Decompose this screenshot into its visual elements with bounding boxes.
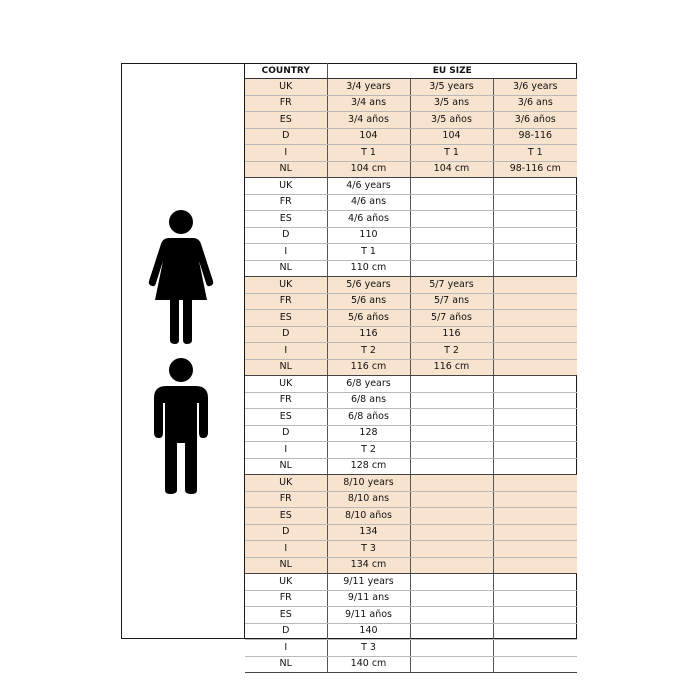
size-cell xyxy=(493,656,577,673)
size-cell: 9/11 years xyxy=(327,574,410,591)
table-row xyxy=(245,277,577,294)
table-row xyxy=(245,442,577,459)
size-cell xyxy=(493,541,577,558)
country-cell: D xyxy=(245,524,327,541)
size-cell xyxy=(410,178,493,195)
size-cell xyxy=(493,310,577,327)
country-cell: FR xyxy=(245,491,327,508)
size-cell: T 2 xyxy=(410,343,493,360)
size-cell xyxy=(410,574,493,591)
size-cell: 128 xyxy=(327,425,410,442)
size-cell xyxy=(493,458,577,475)
size-cell xyxy=(410,475,493,492)
size-cell xyxy=(493,425,577,442)
table-row xyxy=(245,227,577,244)
size-cell: 5/6 years xyxy=(327,277,410,294)
size-cell xyxy=(410,458,493,475)
country-cell: ES xyxy=(245,508,327,525)
size-cell xyxy=(410,656,493,673)
size-cell xyxy=(410,194,493,211)
table-row xyxy=(245,128,577,145)
size-cell xyxy=(493,409,577,426)
size-cell xyxy=(493,227,577,244)
size-cell xyxy=(410,623,493,640)
size-cell xyxy=(493,475,577,492)
size-cell: 110 cm xyxy=(327,260,410,277)
country-cell: I xyxy=(245,145,327,162)
size-cell xyxy=(493,640,577,657)
table-row xyxy=(245,656,577,673)
size-cell: 8/10 years xyxy=(327,475,410,492)
size-cell: 3/4 años xyxy=(327,112,410,129)
figures-panel xyxy=(121,63,245,639)
table-row xyxy=(245,211,577,228)
country-cell: ES xyxy=(245,310,327,327)
woman-figure-icon xyxy=(149,210,213,344)
size-cell xyxy=(493,524,577,541)
size-cell: 8/10 ans xyxy=(327,491,410,508)
table-row xyxy=(245,95,577,112)
size-cell xyxy=(410,376,493,393)
size-table xyxy=(245,63,577,673)
size-cell xyxy=(493,343,577,360)
table-row xyxy=(245,392,577,409)
country-cell: UK xyxy=(245,79,327,96)
size-cell xyxy=(410,508,493,525)
country-cell: ES xyxy=(245,409,327,426)
size-cell xyxy=(493,574,577,591)
size-table-body xyxy=(245,79,577,673)
size-cell xyxy=(493,211,577,228)
country-cell: NL xyxy=(245,359,327,376)
size-cell: 5/6 ans xyxy=(327,293,410,310)
country-cell: FR xyxy=(245,95,327,112)
table-row xyxy=(245,178,577,195)
country-cell: UK xyxy=(245,277,327,294)
size-cell: 128 cm xyxy=(327,458,410,475)
table-row xyxy=(245,541,577,558)
size-cell: T 1 xyxy=(410,145,493,162)
size-cell xyxy=(493,491,577,508)
country-cell: FR xyxy=(245,194,327,211)
size-cell: 3/5 ans xyxy=(410,95,493,112)
size-cell: T 1 xyxy=(327,145,410,162)
country-cell: ES xyxy=(245,607,327,624)
country-cell: ES xyxy=(245,211,327,228)
table-row xyxy=(245,491,577,508)
table-row xyxy=(245,574,577,591)
size-cell: T 2 xyxy=(327,343,410,360)
table-row xyxy=(245,524,577,541)
country-cell: FR xyxy=(245,590,327,607)
size-cell: 4/6 years xyxy=(327,178,410,195)
size-cell xyxy=(493,293,577,310)
country-cell: FR xyxy=(245,293,327,310)
size-cell xyxy=(410,590,493,607)
country-cell: NL xyxy=(245,656,327,673)
table-row xyxy=(245,260,577,277)
size-cell xyxy=(493,392,577,409)
size-cell: 5/6 años xyxy=(327,310,410,327)
country-cell: D xyxy=(245,425,327,442)
size-cell: 134 xyxy=(327,524,410,541)
table-row xyxy=(245,310,577,327)
country-cell: UK xyxy=(245,376,327,393)
table-row xyxy=(245,79,577,96)
table-row xyxy=(245,359,577,376)
country-cell: D xyxy=(245,623,327,640)
size-cell: 104 xyxy=(410,128,493,145)
size-cell xyxy=(493,442,577,459)
table-row xyxy=(245,343,577,360)
table-row xyxy=(245,590,577,607)
country-header: COUNTRY xyxy=(245,63,327,79)
size-cell xyxy=(410,392,493,409)
size-cell: 3/5 years xyxy=(410,79,493,96)
table-row xyxy=(245,607,577,624)
size-cell xyxy=(410,211,493,228)
country-cell: I xyxy=(245,244,327,261)
table-row xyxy=(245,640,577,657)
size-cell: 6/8 years xyxy=(327,376,410,393)
size-cell xyxy=(493,557,577,574)
size-cell xyxy=(410,409,493,426)
size-cell xyxy=(493,623,577,640)
country-cell: NL xyxy=(245,458,327,475)
size-cell: 4/6 ans xyxy=(327,194,410,211)
size-cell: 6/8 años xyxy=(327,409,410,426)
table-row xyxy=(245,623,577,640)
size-cell: 104 cm xyxy=(410,161,493,178)
table-row xyxy=(245,425,577,442)
country-cell: UK xyxy=(245,475,327,492)
size-cell: 140 cm xyxy=(327,656,410,673)
size-cell: 98-116 xyxy=(493,128,577,145)
size-cell: 104 xyxy=(327,128,410,145)
table-row xyxy=(245,145,577,162)
country-cell: UK xyxy=(245,178,327,195)
country-cell: FR xyxy=(245,392,327,409)
size-cell: 110 xyxy=(327,227,410,244)
country-cell: I xyxy=(245,343,327,360)
table-row xyxy=(245,409,577,426)
table-row xyxy=(245,475,577,492)
size-cell: 116 xyxy=(410,326,493,343)
size-cell: 3/4 years xyxy=(327,79,410,96)
size-cell: 6/8 ans xyxy=(327,392,410,409)
size-cell xyxy=(410,260,493,277)
country-cell: I xyxy=(245,640,327,657)
size-cell: 140 xyxy=(327,623,410,640)
country-cell: NL xyxy=(245,161,327,178)
size-cell xyxy=(493,376,577,393)
size-cell: T 2 xyxy=(327,442,410,459)
country-cell: ES xyxy=(245,112,327,129)
size-cell xyxy=(410,541,493,558)
size-cell: 98-116 cm xyxy=(493,161,577,178)
man-figure-icon xyxy=(154,358,208,494)
country-cell: D xyxy=(245,326,327,343)
country-cell: NL xyxy=(245,260,327,277)
size-cell: 5/7 years xyxy=(410,277,493,294)
size-cell xyxy=(410,442,493,459)
size-cell xyxy=(493,244,577,261)
table-row xyxy=(245,194,577,211)
size-cell: 9/11 ans xyxy=(327,590,410,607)
country-cell: D xyxy=(245,227,327,244)
country-cell: NL xyxy=(245,557,327,574)
table-row xyxy=(245,326,577,343)
eu-size-header: EU SIZE xyxy=(327,63,577,79)
size-cell: 116 cm xyxy=(327,359,410,376)
size-cell: 3/6 years xyxy=(493,79,577,96)
size-cell: 116 cm xyxy=(410,359,493,376)
size-cell: 134 cm xyxy=(327,557,410,574)
size-cell xyxy=(410,524,493,541)
size-cell: 9/11 años xyxy=(327,607,410,624)
size-cell: T 1 xyxy=(493,145,577,162)
size-cell xyxy=(493,590,577,607)
size-cell xyxy=(410,557,493,574)
size-cell xyxy=(493,607,577,624)
size-cell: 4/6 años xyxy=(327,211,410,228)
size-cell: T 3 xyxy=(327,640,410,657)
size-cell: T 3 xyxy=(327,541,410,558)
table-row xyxy=(245,293,577,310)
size-cell xyxy=(493,260,577,277)
size-cell: 116 xyxy=(327,326,410,343)
size-cell: T 1 xyxy=(327,244,410,261)
size-cell xyxy=(493,194,577,211)
country-cell: I xyxy=(245,442,327,459)
size-cell xyxy=(493,326,577,343)
size-cell xyxy=(493,359,577,376)
size-cell: 3/6 años xyxy=(493,112,577,129)
size-cell xyxy=(410,244,493,261)
table-header-row xyxy=(245,63,577,79)
size-cell: 104 cm xyxy=(327,161,410,178)
size-cell: 5/7 años xyxy=(410,310,493,327)
size-cell xyxy=(410,491,493,508)
size-cell: 8/10 años xyxy=(327,508,410,525)
table-row xyxy=(245,376,577,393)
size-cell xyxy=(493,508,577,525)
size-cell: 5/7 ans xyxy=(410,293,493,310)
table-row xyxy=(245,508,577,525)
table-row xyxy=(245,557,577,574)
size-cell: 3/6 ans xyxy=(493,95,577,112)
table-row xyxy=(245,458,577,475)
table-row xyxy=(245,244,577,261)
size-cell xyxy=(493,178,577,195)
size-cell xyxy=(410,227,493,244)
size-cell: 3/5 años xyxy=(410,112,493,129)
country-cell: I xyxy=(245,541,327,558)
table-row xyxy=(245,161,577,178)
country-cell: UK xyxy=(245,574,327,591)
size-cell xyxy=(493,277,577,294)
country-cell: D xyxy=(245,128,327,145)
size-cell xyxy=(410,425,493,442)
size-cell: 3/4 ans xyxy=(327,95,410,112)
table-row xyxy=(245,112,577,129)
size-cell xyxy=(410,607,493,624)
size-cell xyxy=(410,640,493,657)
